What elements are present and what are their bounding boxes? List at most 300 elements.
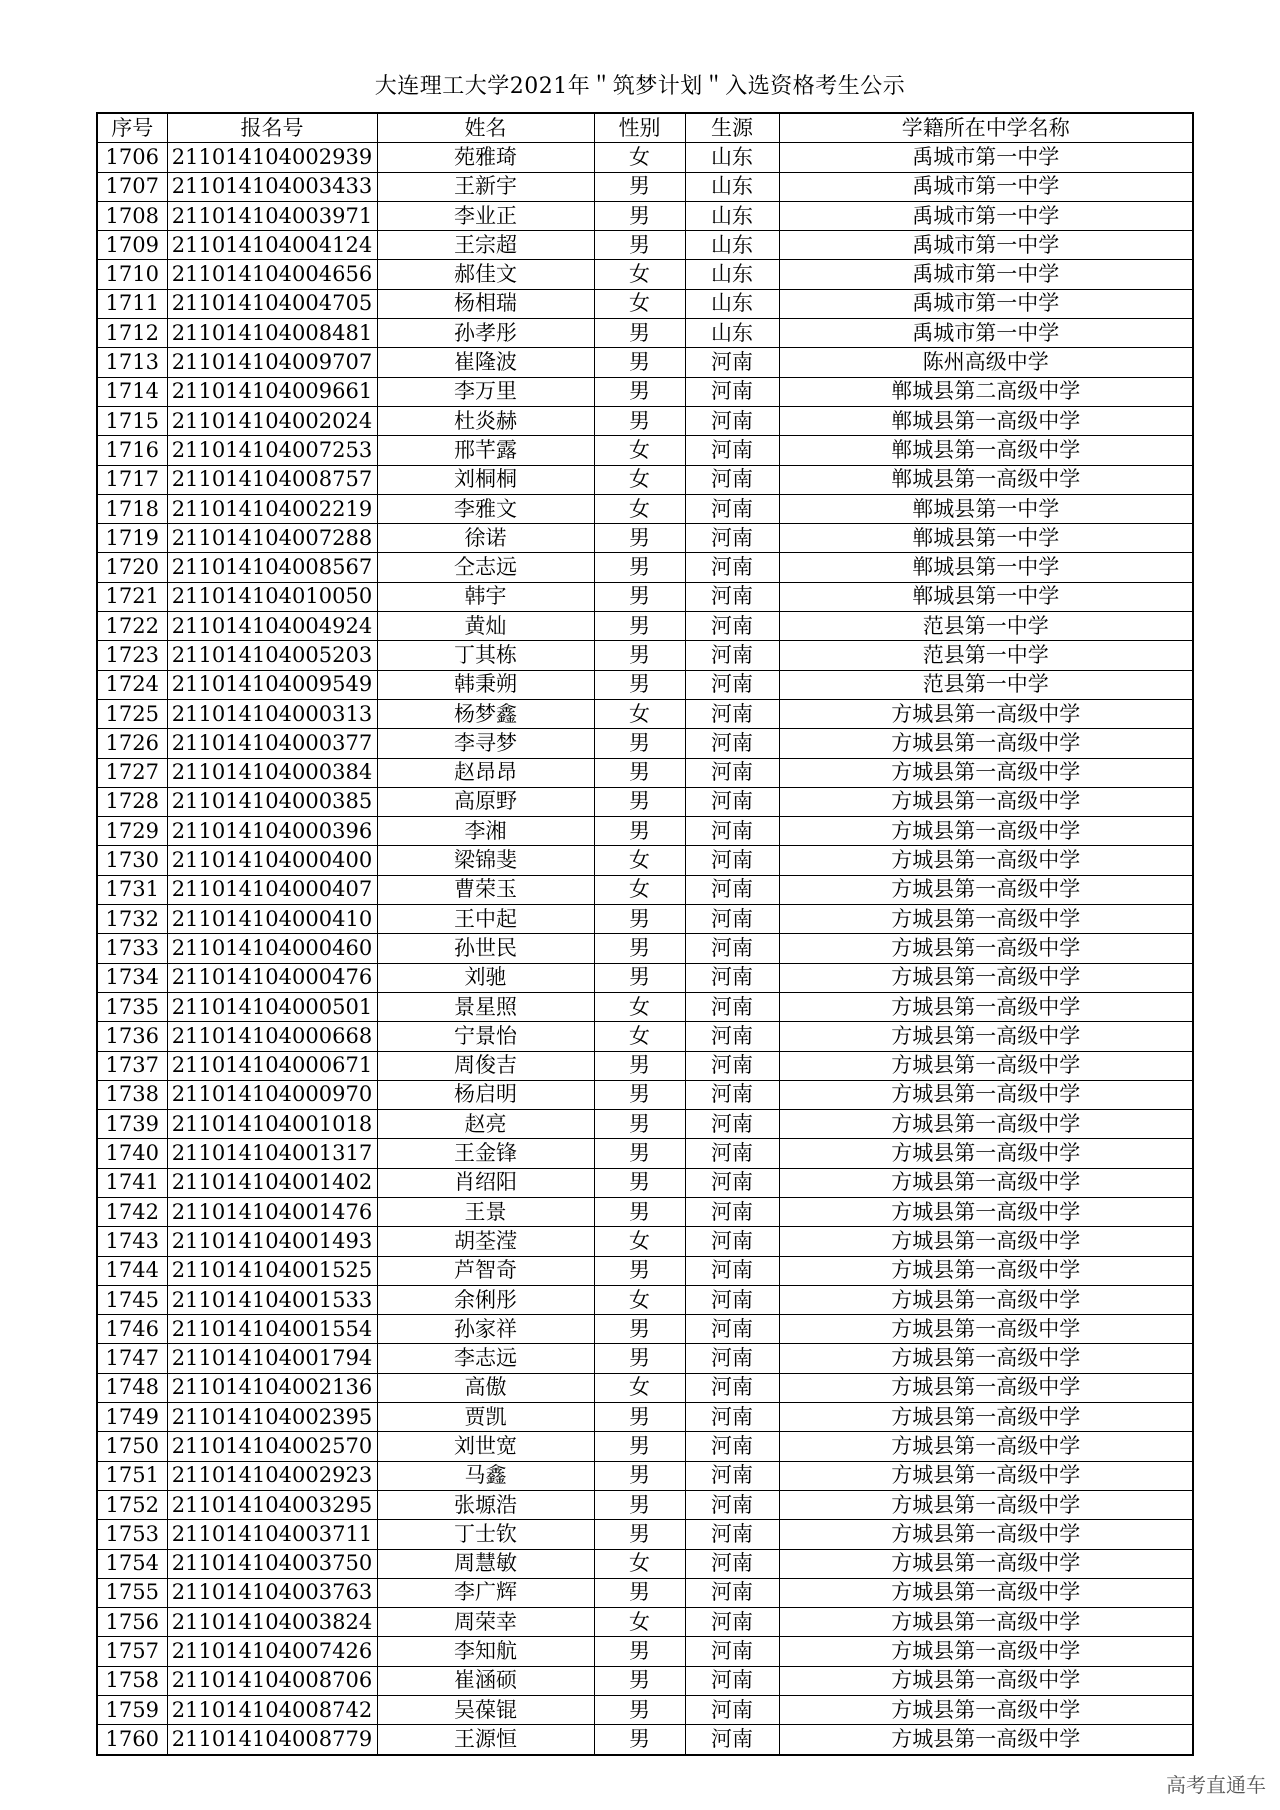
cell-index: 1714: [97, 377, 167, 406]
cell-school: 郸城县第一中学: [779, 524, 1193, 553]
cell-school: 禹城市第一中学: [779, 172, 1193, 201]
cell-registration-number: 211014104007288: [167, 524, 377, 553]
cell-origin: 河南: [685, 1696, 779, 1725]
cell-registration-number: 211014104004656: [167, 260, 377, 289]
cell-name: 贾凯: [377, 1403, 594, 1432]
cell-school: 郸城县第二高级中学: [779, 377, 1193, 406]
cell-school: 方城县第一高级中学: [779, 1227, 1193, 1256]
cell-gender: 男: [594, 729, 685, 758]
column-header-registration-number: 报名号: [167, 113, 377, 143]
table-row: [97, 699, 1193, 728]
cell-registration-number: 211014104000400: [167, 846, 377, 875]
table-row: [97, 1520, 1193, 1549]
cell-name: 周荣幸: [377, 1608, 594, 1637]
cell-gender: 女: [594, 1373, 685, 1402]
cell-name: 苑雅琦: [377, 143, 594, 172]
table-row: [97, 231, 1193, 260]
cell-gender: 女: [594, 465, 685, 494]
table-body: [97, 143, 1193, 1755]
cell-origin: 河南: [685, 699, 779, 728]
cell-registration-number: 211014104002570: [167, 1432, 377, 1461]
table-row: [97, 1549, 1193, 1578]
cell-index: 1722: [97, 612, 167, 641]
cell-registration-number: 211014104008481: [167, 319, 377, 348]
cell-origin: 河南: [685, 992, 779, 1021]
cell-gender: 男: [594, 787, 685, 816]
cell-gender: 男: [594, 553, 685, 582]
cell-index: 1720: [97, 553, 167, 582]
cell-index: 1709: [97, 231, 167, 260]
cell-name: 郝佳文: [377, 260, 594, 289]
cell-name: 仝志远: [377, 553, 594, 582]
cell-name: 芦智奇: [377, 1256, 594, 1285]
cell-gender: 男: [594, 1666, 685, 1695]
cell-name: 梁锦斐: [377, 846, 594, 875]
cell-gender: 男: [594, 1461, 685, 1490]
cell-registration-number: 211014104004705: [167, 289, 377, 318]
table-row: [97, 1168, 1193, 1197]
cell-name: 刘桐桐: [377, 465, 594, 494]
cell-name: 王中起: [377, 905, 594, 934]
cell-origin: 河南: [685, 963, 779, 992]
cell-school: 方城县第一高级中学: [779, 1344, 1193, 1373]
cell-name: 余俐彤: [377, 1285, 594, 1314]
table-row: [97, 406, 1193, 435]
cell-index: 1744: [97, 1256, 167, 1285]
cell-index: 1712: [97, 319, 167, 348]
cell-name: 胡荃滢: [377, 1227, 594, 1256]
table-row: [97, 934, 1193, 963]
cell-gender: 男: [594, 231, 685, 260]
cell-index: 1741: [97, 1168, 167, 1197]
cell-gender: 男: [594, 1051, 685, 1080]
table-row: [97, 1637, 1193, 1666]
cell-registration-number: 211014104001554: [167, 1315, 377, 1344]
cell-gender: 男: [594, 1696, 685, 1725]
cell-gender: 男: [594, 201, 685, 230]
cell-origin: 河南: [685, 1578, 779, 1607]
cell-gender: 男: [594, 1578, 685, 1607]
table-row: [97, 465, 1193, 494]
cell-school: 范县第一中学: [779, 612, 1193, 641]
table-row: [97, 1022, 1193, 1051]
cell-name: 马鑫: [377, 1461, 594, 1490]
cell-name: 张塬浩: [377, 1490, 594, 1519]
cell-registration-number: 211014104000970: [167, 1080, 377, 1109]
cell-registration-number: 211014104009707: [167, 348, 377, 377]
cell-school: 禹城市第一中学: [779, 319, 1193, 348]
cell-index: 1711: [97, 289, 167, 318]
cell-school: 方城县第一高级中学: [779, 817, 1193, 846]
cell-name: 杨梦鑫: [377, 699, 594, 728]
cell-gender: 女: [594, 1022, 685, 1051]
table-row: [97, 1403, 1193, 1432]
cell-gender: 男: [594, 1520, 685, 1549]
cell-gender: 女: [594, 494, 685, 523]
cell-gender: 男: [594, 1315, 685, 1344]
cell-name: 王景: [377, 1197, 594, 1226]
cell-gender: 女: [594, 1608, 685, 1637]
cell-name: 曹荣玉: [377, 875, 594, 904]
cell-registration-number: 211014104001317: [167, 1139, 377, 1168]
table-row: [97, 1051, 1193, 1080]
cell-school: 方城县第一高级中学: [779, 1022, 1193, 1051]
cell-name: 王新宇: [377, 172, 594, 201]
cell-gender: 男: [594, 1725, 685, 1755]
table-row: [97, 172, 1193, 201]
cell-origin: 河南: [685, 758, 779, 787]
cell-gender: 女: [594, 1285, 685, 1314]
cell-origin: 河南: [685, 1168, 779, 1197]
column-header-origin: 生源: [685, 113, 779, 143]
cell-registration-number: 211014104008742: [167, 1696, 377, 1725]
cell-school: 方城县第一高级中学: [779, 934, 1193, 963]
cell-index: 1734: [97, 963, 167, 992]
cell-gender: 男: [594, 670, 685, 699]
cell-origin: 河南: [685, 524, 779, 553]
cell-name: 周俊吉: [377, 1051, 594, 1080]
cell-school: 方城县第一高级中学: [779, 846, 1193, 875]
cell-index: 1750: [97, 1432, 167, 1461]
cell-index: 1726: [97, 729, 167, 758]
cell-registration-number: 211014104007426: [167, 1637, 377, 1666]
cell-registration-number: 211014104002219: [167, 494, 377, 523]
cell-school: 方城县第一高级中学: [779, 1373, 1193, 1402]
cell-school: 方城县第一高级中学: [779, 1110, 1193, 1139]
cell-origin: 山东: [685, 319, 779, 348]
cell-gender: 男: [594, 1080, 685, 1109]
cell-school: 方城县第一高级中学: [779, 1666, 1193, 1695]
cell-registration-number: 211014104001402: [167, 1168, 377, 1197]
cell-gender: 男: [594, 612, 685, 641]
cell-school: 方城县第一高级中学: [779, 1696, 1193, 1725]
cell-gender: 男: [594, 582, 685, 611]
cell-origin: 河南: [685, 1139, 779, 1168]
cell-registration-number: 211014104003711: [167, 1520, 377, 1549]
table-row: [97, 875, 1193, 904]
cell-registration-number: 211014104008779: [167, 1725, 377, 1755]
cell-name: 周慧敏: [377, 1549, 594, 1578]
table-row: [97, 905, 1193, 934]
cell-origin: 河南: [685, 377, 779, 406]
cell-school: 方城县第一高级中学: [779, 992, 1193, 1021]
cell-origin: 河南: [685, 1432, 779, 1461]
cell-gender: 男: [594, 524, 685, 553]
cell-name: 李知航: [377, 1637, 594, 1666]
cell-index: 1753: [97, 1520, 167, 1549]
cell-registration-number: 211014104000384: [167, 758, 377, 787]
cell-origin: 河南: [685, 1197, 779, 1226]
cell-origin: 河南: [685, 905, 779, 934]
cell-registration-number: 211014104003295: [167, 1490, 377, 1519]
cell-index: 1733: [97, 934, 167, 963]
table-row: [97, 1461, 1193, 1490]
cell-gender: 男: [594, 1139, 685, 1168]
cell-name: 李万里: [377, 377, 594, 406]
cell-index: 1749: [97, 1403, 167, 1432]
cell-name: 李雅文: [377, 494, 594, 523]
cell-school: 方城县第一高级中学: [779, 1080, 1193, 1109]
page-title: 大连理工大学2021年＂筑梦计划＂入选资格考生公示: [374, 74, 906, 99]
cell-index: 1740: [97, 1139, 167, 1168]
cell-gender: 男: [594, 758, 685, 787]
cell-gender: 男: [594, 641, 685, 670]
cell-school: 方城县第一高级中学: [779, 875, 1193, 904]
cell-gender: 女: [594, 992, 685, 1021]
table-row: [97, 201, 1193, 230]
cell-registration-number: 211014104009549: [167, 670, 377, 699]
cell-school: 方城县第一高级中学: [779, 1490, 1193, 1519]
cell-origin: 河南: [685, 817, 779, 846]
column-header-name: 姓名: [377, 113, 594, 143]
table-row: [97, 1432, 1193, 1461]
cell-registration-number: 211014104008567: [167, 553, 377, 582]
cell-origin: 河南: [685, 465, 779, 494]
cell-school: 方城县第一高级中学: [779, 758, 1193, 787]
cell-gender: 男: [594, 963, 685, 992]
cell-registration-number: 211014104004124: [167, 231, 377, 260]
cell-school: 禹城市第一中学: [779, 260, 1193, 289]
table-header-row: [97, 113, 1193, 143]
cell-origin: 河南: [685, 1666, 779, 1695]
cell-index: 1759: [97, 1696, 167, 1725]
cell-index: 1732: [97, 905, 167, 934]
watermark-text: 高考直通车: [1166, 1773, 1266, 1797]
cell-registration-number: 211014104008706: [167, 1666, 377, 1695]
table-row: [97, 319, 1193, 348]
cell-name: 赵昂昂: [377, 758, 594, 787]
cell-name: 李寻梦: [377, 729, 594, 758]
cell-registration-number: 211014104008757: [167, 465, 377, 494]
cell-index: 1738: [97, 1080, 167, 1109]
cell-origin: 河南: [685, 1403, 779, 1432]
cell-index: 1716: [97, 436, 167, 465]
cell-registration-number: 211014104005203: [167, 641, 377, 670]
cell-school: 禹城市第一中学: [779, 231, 1193, 260]
column-header-gender: 性别: [594, 113, 685, 143]
cell-origin: 河南: [685, 1520, 779, 1549]
cell-origin: 河南: [685, 1608, 779, 1637]
cell-registration-number: 211014104000377: [167, 729, 377, 758]
cell-gender: 女: [594, 260, 685, 289]
cell-name: 李志远: [377, 1344, 594, 1373]
cell-registration-number: 211014104000501: [167, 992, 377, 1021]
cell-index: 1724: [97, 670, 167, 699]
cell-origin: 河南: [685, 1315, 779, 1344]
cell-registration-number: 211014104000410: [167, 905, 377, 934]
cell-registration-number: 211014104001476: [167, 1197, 377, 1226]
cell-origin: 河南: [685, 846, 779, 875]
cell-index: 1729: [97, 817, 167, 846]
table-row: [97, 1256, 1193, 1285]
cell-registration-number: 211014104000476: [167, 963, 377, 992]
cell-school: 郸城县第一高级中学: [779, 436, 1193, 465]
cell-gender: 男: [594, 1197, 685, 1226]
cell-school: 方城县第一高级中学: [779, 1461, 1193, 1490]
column-header-index: 序号: [97, 113, 167, 143]
cell-origin: 山东: [685, 201, 779, 230]
cell-index: 1723: [97, 641, 167, 670]
table-row: [97, 1197, 1193, 1226]
cell-index: 1756: [97, 1608, 167, 1637]
table-row: [97, 1285, 1193, 1314]
cell-name: 吴葆锟: [377, 1696, 594, 1725]
cell-name: 王金锋: [377, 1139, 594, 1168]
table-row: [97, 1608, 1193, 1637]
cell-name: 黄灿: [377, 612, 594, 641]
table-row: [97, 1373, 1193, 1402]
cell-name: 崔隆波: [377, 348, 594, 377]
cell-origin: 河南: [685, 1637, 779, 1666]
cell-index: 1760: [97, 1725, 167, 1755]
cell-index: 1735: [97, 992, 167, 1021]
table-row: [97, 1080, 1193, 1109]
cell-gender: 男: [594, 1344, 685, 1373]
cell-school: 禹城市第一中学: [779, 143, 1193, 172]
cell-index: 1755: [97, 1578, 167, 1607]
cell-name: 崔涵硕: [377, 1666, 594, 1695]
cell-origin: 河南: [685, 1373, 779, 1402]
table-row: [97, 670, 1193, 699]
cell-name: 孙家祥: [377, 1315, 594, 1344]
cell-school: 方城县第一高级中学: [779, 1637, 1193, 1666]
cell-registration-number: 211014104007253: [167, 436, 377, 465]
cell-school: 方城县第一高级中学: [779, 699, 1193, 728]
cell-school: 方城县第一高级中学: [779, 905, 1193, 934]
cell-origin: 河南: [685, 1051, 779, 1080]
cell-origin: 河南: [685, 436, 779, 465]
cell-registration-number: 211014104001018: [167, 1110, 377, 1139]
cell-school: 方城县第一高级中学: [779, 1608, 1193, 1637]
cell-gender: 女: [594, 289, 685, 318]
cell-origin: 山东: [685, 172, 779, 201]
cell-index: 1725: [97, 699, 167, 728]
cell-index: 1715: [97, 406, 167, 435]
cell-name: 杨启明: [377, 1080, 594, 1109]
table-row: [97, 524, 1193, 553]
cell-school: 郸城县第一中学: [779, 582, 1193, 611]
cell-origin: 河南: [685, 1490, 779, 1519]
cell-registration-number: 211014104003763: [167, 1578, 377, 1607]
cell-gender: 男: [594, 934, 685, 963]
cell-origin: 河南: [685, 1344, 779, 1373]
cell-index: 1718: [97, 494, 167, 523]
cell-registration-number: 211014104001525: [167, 1256, 377, 1285]
cell-name: 王源恒: [377, 1725, 594, 1755]
cell-registration-number: 211014104001794: [167, 1344, 377, 1373]
cell-index: 1727: [97, 758, 167, 787]
cell-school: 范县第一中学: [779, 670, 1193, 699]
cell-registration-number: 211014104010050: [167, 582, 377, 611]
cell-index: 1739: [97, 1110, 167, 1139]
cell-origin: 河南: [685, 934, 779, 963]
table-row: [97, 1227, 1193, 1256]
cell-origin: 山东: [685, 143, 779, 172]
cell-name: 李业正: [377, 201, 594, 230]
cell-index: 1736: [97, 1022, 167, 1051]
table-row: [97, 494, 1193, 523]
table-row: [97, 1110, 1193, 1139]
table-row: [97, 729, 1193, 758]
cell-name: 孙孝彤: [377, 319, 594, 348]
cell-gender: 男: [594, 905, 685, 934]
cell-registration-number: 211014104002923: [167, 1461, 377, 1490]
cell-index: 1710: [97, 260, 167, 289]
table-row: [97, 1139, 1193, 1168]
cell-index: 1706: [97, 143, 167, 172]
candidate-table: [96, 112, 1194, 1756]
cell-origin: 河南: [685, 1461, 779, 1490]
cell-index: 1754: [97, 1549, 167, 1578]
cell-name: 韩秉朔: [377, 670, 594, 699]
table-row: [97, 436, 1193, 465]
cell-origin: 山东: [685, 231, 779, 260]
cell-origin: 河南: [685, 406, 779, 435]
cell-school: 方城县第一高级中学: [779, 729, 1193, 758]
table-row: [97, 1666, 1193, 1695]
cell-school: 方城县第一高级中学: [779, 1197, 1193, 1226]
table-row: [97, 787, 1193, 816]
cell-registration-number: 211014104002136: [167, 1373, 377, 1402]
cell-school: 陈州高级中学: [779, 348, 1193, 377]
cell-origin: 山东: [685, 260, 779, 289]
cell-registration-number: 211014104000668: [167, 1022, 377, 1051]
cell-gender: 男: [594, 348, 685, 377]
cell-school: 方城县第一高级中学: [779, 1139, 1193, 1168]
cell-name: 杨相瑞: [377, 289, 594, 318]
cell-school: 方城县第一高级中学: [779, 1520, 1193, 1549]
cell-registration-number: 211014104000407: [167, 875, 377, 904]
table-row: [97, 289, 1193, 318]
cell-name: 丁士钦: [377, 1520, 594, 1549]
cell-index: 1708: [97, 201, 167, 230]
cell-index: 1713: [97, 348, 167, 377]
table-row: [97, 641, 1193, 670]
cell-name: 肖绍阳: [377, 1168, 594, 1197]
cell-school: 方城县第一高级中学: [779, 1051, 1193, 1080]
cell-registration-number: 211014104003750: [167, 1549, 377, 1578]
cell-name: 李广辉: [377, 1578, 594, 1607]
cell-origin: 河南: [685, 494, 779, 523]
cell-registration-number: 211014104004924: [167, 612, 377, 641]
cell-index: 1748: [97, 1373, 167, 1402]
cell-origin: 河南: [685, 1080, 779, 1109]
cell-school: 方城县第一高级中学: [779, 1432, 1193, 1461]
cell-registration-number: 211014104002939: [167, 143, 377, 172]
cell-gender: 男: [594, 172, 685, 201]
cell-origin: 河南: [685, 553, 779, 582]
cell-index: 1758: [97, 1666, 167, 1695]
cell-name: 杜炎赫: [377, 406, 594, 435]
cell-index: 1728: [97, 787, 167, 816]
cell-origin: 山东: [685, 289, 779, 318]
cell-school: 方城县第一高级中学: [779, 1578, 1193, 1607]
cell-index: 1742: [97, 1197, 167, 1226]
cell-gender: 男: [594, 1403, 685, 1432]
cell-gender: 男: [594, 1637, 685, 1666]
cell-school: 方城县第一高级中学: [779, 1168, 1193, 1197]
cell-origin: 河南: [685, 1110, 779, 1139]
cell-school: 方城县第一高级中学: [779, 1315, 1193, 1344]
cell-origin: 河南: [685, 612, 779, 641]
cell-school: 方城县第一高级中学: [779, 1256, 1193, 1285]
cell-index: 1743: [97, 1227, 167, 1256]
cell-school: 方城县第一高级中学: [779, 787, 1193, 816]
cell-registration-number: 211014104003971: [167, 201, 377, 230]
cell-gender: 女: [594, 1227, 685, 1256]
cell-school: 郸城县第一中学: [779, 494, 1193, 523]
cell-registration-number: 211014104003824: [167, 1608, 377, 1637]
